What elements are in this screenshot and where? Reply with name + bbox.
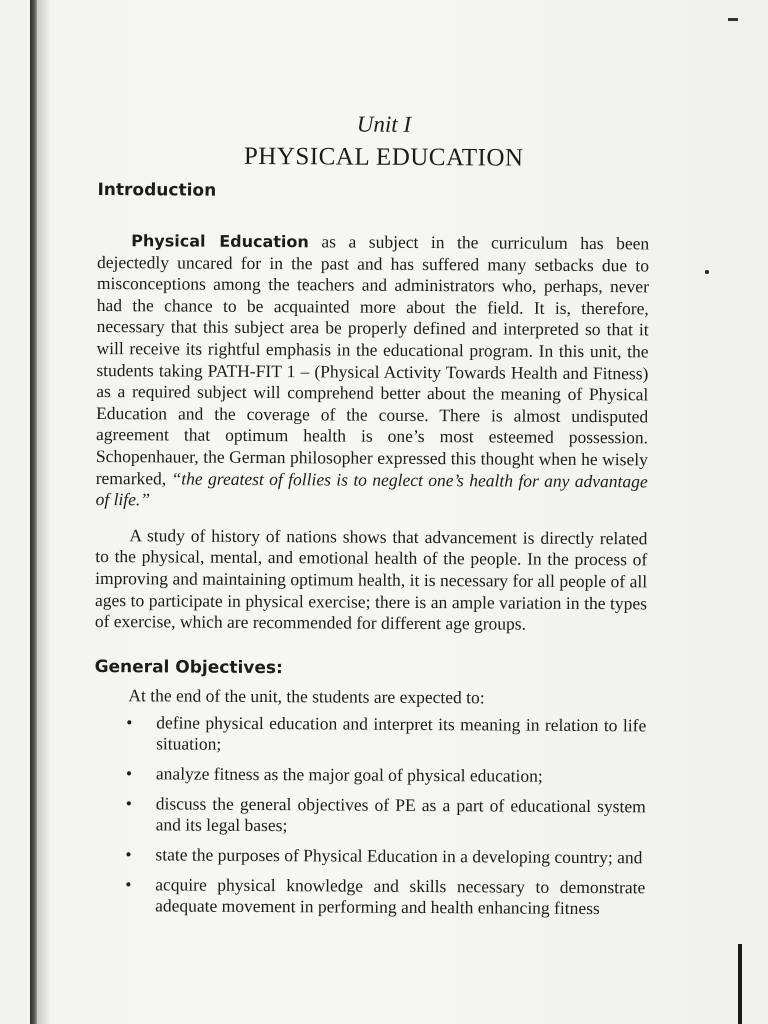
- paragraph-body: as a subject in the curriculum has been dejectedly uncared for in the past and has suffered many setbacks due to misconceptions among the teachers and administrators who, perhaps, never had the chance to be acquainted more about the field. It is, therefore, necessary that this subject area be properly defined and interpreted so that it will receive its rightful emphasis in the educational program. In this unit, the students taking PATH-FIT 1 – (Physical Activity Towards Health and Fitness) as a required subject will comprehend better about the meaning of Physical Education and the coverage of the course. There is almost undisputed agreement that optimum health is one’s most esteemed possession. Schopenhauer, the German philosopher expressed this thought when he wisely remarked,: [95, 231, 650, 488]
- list-item: [94, 763, 646, 787]
- bullet-icon: •: [125, 792, 132, 813]
- objective-text: acquire physical knowledge and skills necessary to demonstrate adequate movement in performing and health enhancing fitness: [155, 874, 646, 918]
- introduction-heading: Introduction: [97, 179, 217, 201]
- objective-text: analyze fitness as the major goal of physical education;: [155, 763, 543, 786]
- list-item: [93, 874, 645, 919]
- objective-text: define physical education and interpret its meaning in relation to life situation;: [156, 712, 647, 754]
- scan-speck: [705, 270, 709, 274]
- list-item: [94, 793, 646, 838]
- objectives-list: [93, 712, 646, 919]
- gutter-shadow: [37, 0, 51, 1024]
- unit-title: PHYSICAL EDUCATION: [243, 142, 524, 172]
- bullet-icon: •: [125, 873, 132, 894]
- objectives-intro: At the end of the unit, the students are expected to:: [128, 684, 485, 708]
- bullet-icon: •: [126, 711, 133, 732]
- scan-bottom-edge: [738, 944, 742, 1024]
- objective-text: discuss the general objectives of PE as a part of educational system and its legal bases;: [155, 793, 646, 835]
- bullet-icon: •: [125, 843, 132, 864]
- book-spine-shadow: [30, 0, 37, 1024]
- list-item: [93, 844, 645, 868]
- unit-label: Unit I: [356, 111, 412, 137]
- bullet-icon: •: [125, 762, 133, 783]
- objectives-heading: General Objectives:: [94, 656, 283, 678]
- paragraph-lead-term: Physical Education: [131, 231, 309, 252]
- schopenhauer-quote: “the greatest of follies is to neglect one’s health for any advantage of life.”: [95, 467, 648, 510]
- scan-edge-mark: [728, 18, 738, 21]
- introduction-paragraph-1: [96, 230, 650, 514]
- objective-text: state the purposes of Physical Education in a developing country; and: [155, 844, 643, 868]
- introduction-paragraph-2: A study of history of nations shows that advancement is directly related to the physical, mental, and emotional health of the people. In the process of improving and maintaining optimum health, it is necessary for all people of all ages to participate in physical exercise; there is an ample variation in the types of exercise, which are recommended for different age groups.: [94, 524, 648, 634]
- list-item: [94, 712, 646, 757]
- page-content: [93, 110, 650, 928]
